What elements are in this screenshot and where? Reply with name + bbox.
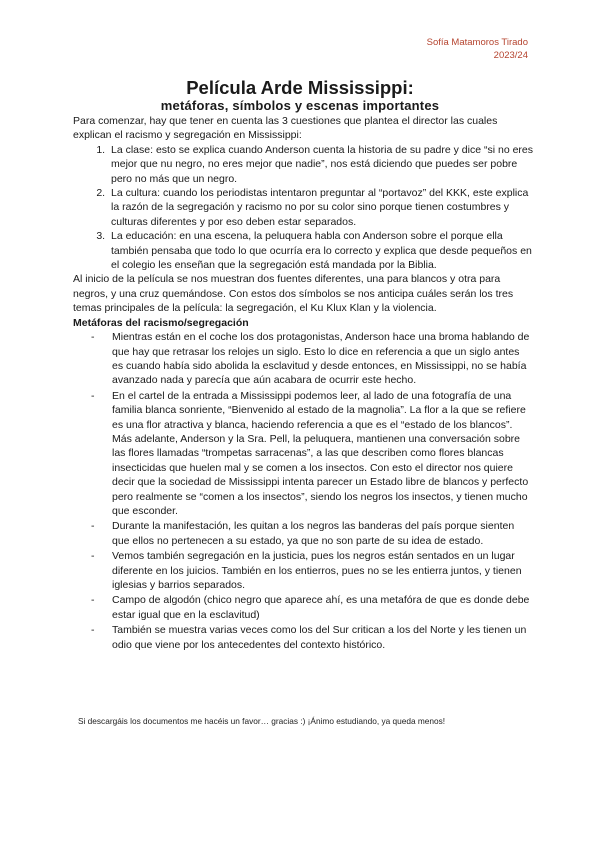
metaphor-text: Vemos también segregación en la justicia, pues los negros están sentados en un lugar diferente en los juicios. También en los entierros, pues no se les entierra juntos, y tienen iglesias y barrios separados. — [112, 550, 522, 591]
symbols-paragraph: Al inicio de la película se nos muestran dos fuentes diferentes, una para blancos y otra para negros, y una cruz quemándose. Con estos dos símbolos se nos anticipa cuáles serán los tres temas principales de la película: la segregación, el Ku Klux Klan y la violencia. — [73, 273, 514, 315]
metaphor-item — [91, 593, 533, 622]
metaphors-list — [91, 330, 533, 652]
metaphor-item — [91, 389, 533, 519]
document-body — [73, 114, 533, 653]
causes-list — [73, 143, 533, 273]
author-name: Sofía Matamoros Tirado — [426, 37, 528, 48]
bullet-dash: - — [91, 624, 95, 637]
metaphor-item — [91, 519, 533, 548]
document-subtitle: metáforas, símbolos y escenas importantes — [160, 98, 440, 113]
author-block — [427, 36, 528, 62]
cause-item: 1. La clase: esto se explica cuando Anderson cuenta la historia de su padre y dice “si no eres mejor que nu negro, no eres mejor que nadie”, nos está diciendo que puedes ser pobre pero no más que un negro. — [108, 143, 533, 186]
bullet-dash: - — [91, 550, 95, 563]
metaphor-text: Mientras están en el coche los dos protagonistas, Anderson hace una broma hablando de que hay que retrasar los relojes un siglo. Esto lo dice en referencia a que un siglo antes es cuando había sido abolida la esclavitud y desde entonces, en Mississippi, no se había avanzado nada y parecía que aún acabara de ocurrir este hecho. — [112, 331, 530, 387]
metaphor-text: En el cartel de la entrada a Mississippi podemos leer, al lado de una fotografía de una familia blanca sonriente, “Bienvenido al estado de la magnolia”. La flor a la que se refiere es una flor atractiva y blanca, haciendo referencia a que es el “estado de los blancos”. Más adelante, Anderson y la Sra. Pell, la peluquera, mantienen una conversación sobre las flores llamadas “trompetas sarracenas”, a las que describen como flores blancas insecticidas que huelen mal y se comen a los insectos. Con esto el director nos quiere decir que la sociedad de Mississippi intenta parecer un Estado libre de blancos y perfecto pero realmente se “comen a los insectos”, siendo los negros los insectos, y tienen mucho que esconder. — [112, 389, 529, 517]
metaphor-item — [91, 330, 533, 388]
footer-note: Si descargáis los documentos me hacéis un favor… gracias :) ¡Ánimo estudiando, ya queda menos! — [78, 716, 446, 726]
cause-item: 2. La cultura: cuando los periodistas intentaron preguntar al “portavoz” del KKK, este explica la razón de la segregación y racismo no por su color sino porque tienen costumbres y culturas diferentes y por eso deben estar separados. — [108, 186, 533, 229]
bullet-dash: - — [91, 594, 95, 607]
document-title: Película Arde Mississippi: — [186, 77, 414, 98]
metaphor-item — [91, 623, 533, 652]
bullet-dash: - — [91, 331, 95, 344]
metaphor-item — [91, 549, 533, 592]
cause-item: 3. La educación: en una escena, la peluquera habla con Anderson sobre el porque ella también pensaba que todo lo que ocurría era lo correcto y explica que desde pequeños en el colegio les enseñan que la segregación está mandada por la Biblia. — [108, 229, 533, 272]
academic-year: 2023/24 — [493, 50, 528, 61]
metaphor-text: Campo de algodón (chico negro que aparece ahí, es una metafóra de que es donde debe estar igual que en la esclavitud) — [112, 594, 530, 621]
metaphor-text: También se muestra varias veces como los del Sur critican a los del Norte y les tienen un odio que viene por los antecedentes del contexto histórico. — [112, 624, 527, 651]
intro-paragraph: Para comenzar, hay que tener en cuenta las 3 cuestiones que plantea el director las cuales explican el racismo y segregación en Mississippi: — [73, 115, 498, 142]
section-heading: Metáforas del racismo/segregación — [73, 316, 249, 329]
bullet-dash: - — [91, 520, 95, 533]
metaphor-text: Durante la manifestación, les quitan a los negros las banderas del país porque sienten que ellos no pertenecen a su estado, ya que no son parte de su idea de estado. — [112, 520, 515, 547]
bullet-dash: - — [91, 389, 95, 402]
